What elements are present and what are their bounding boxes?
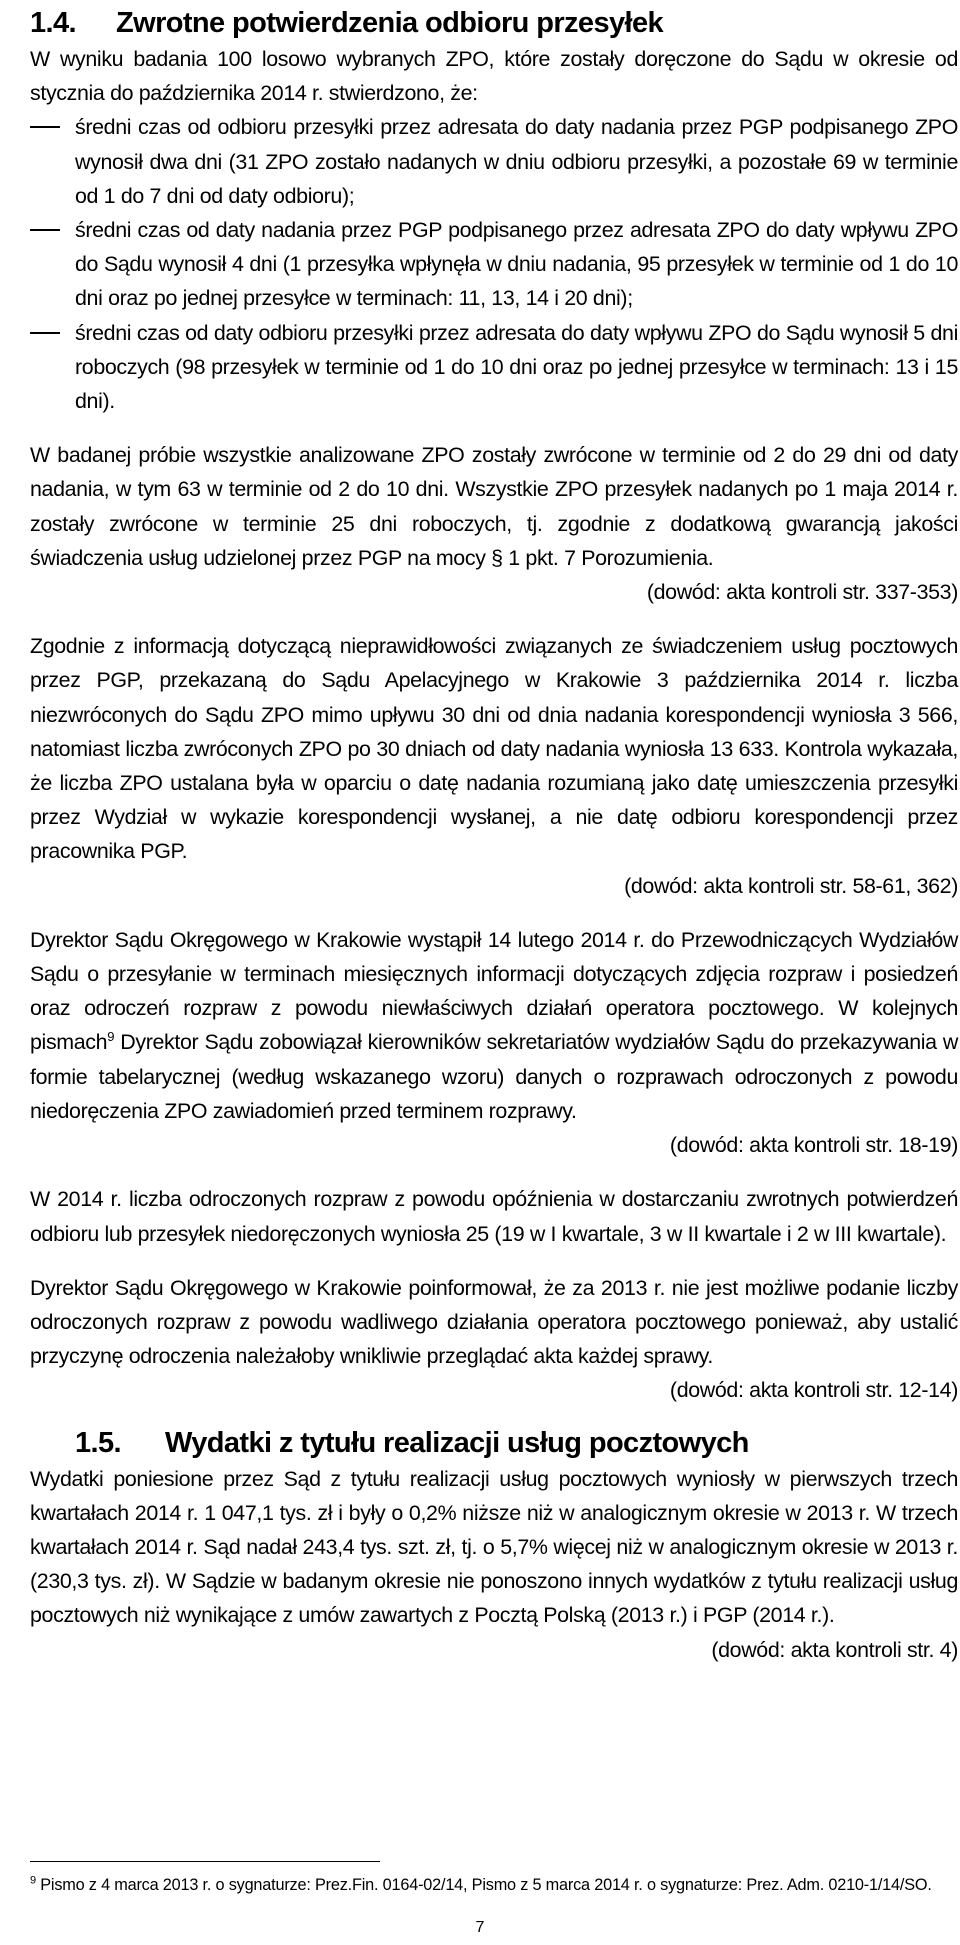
paragraph: Zgodnie z informacją dotyczącą nieprawidłowości związanych ze świadczeniem usług pocztowych przez PGP, przekazaną do Sądu Apelacyjnego w Krakowie 3 października 2014 r. liczba niezwróconych do Sądu ZPO mimo upływu 30 dni od dnia nadania korespondencji wyniosła 3 566, natomiast liczba zwróconych ZPO po 30 dniach od daty nadania wyniosła 13 633. Kontrola wykazała, że liczba ZPO ustalana była w oparciu o datę nadania rozumianą jako datę umieszczenia przesyłki przez Wydział w wykazie korespondencji wysłanej, a nie datę odbioru korespondencji przez pracownika PGP.: [30, 634, 958, 864]
footnote-reference[interactable]: 9: [107, 1029, 115, 1045]
paragraph-text: Dyrektor Sądu zobowiązał kierowników sekretariatów wydziałów Sądu do przekazywania w formie tabelarycznej (według wskazanego wzoru) danych o rozprawach odroczonych z powodu niedoręczenia ZPO zawiadomień przed terminem rozprawy.: [30, 1030, 958, 1123]
list-item-text: średni czas od daty odbioru przesyłki przez adresata do daty wpływu ZPO do Sądu wynosił 5 dni roboczych (98 przesyłek w terminie od 1 do 10 dni oraz po jednej przesyłce w terminach: 13 i 15 dni).: [75, 320, 958, 414]
evidence-reference: (dowód: akta kontroli str. 58-61, 362): [624, 873, 958, 898]
evidence-reference: (dowód: akta kontroli str. 12-14): [669, 1378, 958, 1403]
section-title: Wydatki z tytułu realizacji usług pocztowych: [165, 1426, 749, 1459]
evidence-reference: (dowód: akta kontroli str. 18-19): [669, 1133, 958, 1158]
paragraph: W 2014 r. liczba odroczonych rozpraw z powodu opóźnienia w dostarczaniu zwrotnych potwierdzeń odbioru lub przesyłek niedoręczonych wyniosła 25 (19 w I kwartale, 3 w II kwartale i 2 w III kwartale).: [30, 1187, 958, 1246]
page-number: 7: [475, 1919, 485, 1936]
document-page: [30, 0, 958, 1667]
list-item: [30, 316, 958, 419]
evidence-reference: (dowód: akta kontroli str. 337-353): [646, 580, 958, 605]
dash-bullet-icon: [30, 229, 60, 231]
paragraph: Wydatki poniesione przez Sąd z tytułu realizacji usług pocztowych wyniosły w pierwszych trzech kwartałach 2014 r. 1 047,1 tys. zł i były o 0,2% niższe niż w analogicznym okresie w 2013 r. W trzech kwartałach 2014 r. Sąd nadał 243,4 tys. szt. zł, tj. o 5,7% więcej niż w analogicznym okresie w 2013 r. (230,3 tys. zł). W Sądzie w badanym okresie nie ponoszono innych wydatków z tytułu realizacji usług pocztowych niż wynikające z umów zawartych z Pocztą Polską (2013 r.) i PGP (2014 r.).: [30, 1466, 958, 1628]
list-item: [30, 110, 958, 213]
list-item: [30, 213, 958, 316]
footnote: [30, 1872, 958, 1898]
paragraph-text: Dyrektor Sądu Okręgowego w Krakowie wystąpił 14 lutego 2014 r. do Przewodniczących Wydziałów Sądu o przesyłanie w terminach miesięcznych informacji dotyczących zdjęcia rozpraw i posiedzeń oraz odroczeń rozpraw z powodu niewłaściwych działań operatora pocztowego. W kolejnych pismach: [30, 927, 958, 1055]
footnote-number: 9: [30, 1874, 36, 1887]
section-number: 1.5.: [75, 1426, 121, 1459]
list-item-text: średni czas od odbioru przesyłki przez adresata do daty nadania przez PGP podpisanego ZPO wynosił dwa dni (31 ZPO zostało nadanych w dniu odbioru przesyłki, a pozostałe 69 w terminie od 1 do 7 dni od daty odbioru);: [75, 115, 958, 208]
section-heading-1-4: [30, 0, 958, 42]
intro-paragraph: W wyniku badania 100 losowo wybranych ZPO, które zostały doręczone do Sądu w okresie od stycznia do października 2014 r. stwierdzono, że:: [30, 47, 958, 106]
section-number: 1.4.: [30, 7, 76, 39]
paragraph: Dyrektor Sądu Okręgowego w Krakowie poinformował, że za 2013 r. nie jest możliwe podanie liczby odroczonych rozpraw z powodu wadliwego działania operatora pocztowego ponieważ, aby ustalić przyczynę odroczenia należałoby wnikliwie przeglądać akta każdej sprawy.: [30, 1275, 958, 1369]
paragraph: W badanej próbie wszystkie analizowane ZPO zostały zwrócone w terminie od 2 do 29 dni od daty nadania, w tym 63 w terminie od 2 do 10 dni. Wszystkie ZPO przesyłek nadanych po 1 maja 2014 r. zostały zwrócone w terminie 25 dni roboczych, tj. zgodnie z dodatkową gwarancją jakości świadczenia usług udzielonej przez PGP na mocy § 1 pkt. 7 Porozumienia.: [30, 443, 958, 570]
section-title: Zwrotne potwierdzenia odbioru przesyłek: [116, 7, 664, 39]
footnote-separator: [30, 1861, 380, 1862]
dash-bullet-icon: [30, 332, 60, 334]
section-heading-1-5: [30, 1420, 958, 1462]
paragraph: [30, 923, 958, 1128]
findings-list: [30, 110, 958, 418]
list-item-text: średni czas od daty nadania przez PGP podpisanego przez adresata ZPO do daty wpływu ZPO do Sądu wynosił 4 dni (1 przesyłka wpłynęła w dniu nadania, 95 przesyłek w terminie od 1 do 10 dni oraz po jednej przesyłce w terminach: 11, 13, 14 i 20 dni);: [75, 218, 958, 311]
footnote-text: Pismo z 4 marca 2013 r. o sygnaturze: Prez.Fin. 0164-02/14, Pismo z 5 marca 2014 r. o sygnaturze: Prez. Adm. 0210-1/14/SO.: [35, 1876, 932, 1894]
dash-bullet-icon: [30, 126, 60, 128]
evidence-reference: (dowód: akta kontroli str. 4): [711, 1637, 958, 1662]
